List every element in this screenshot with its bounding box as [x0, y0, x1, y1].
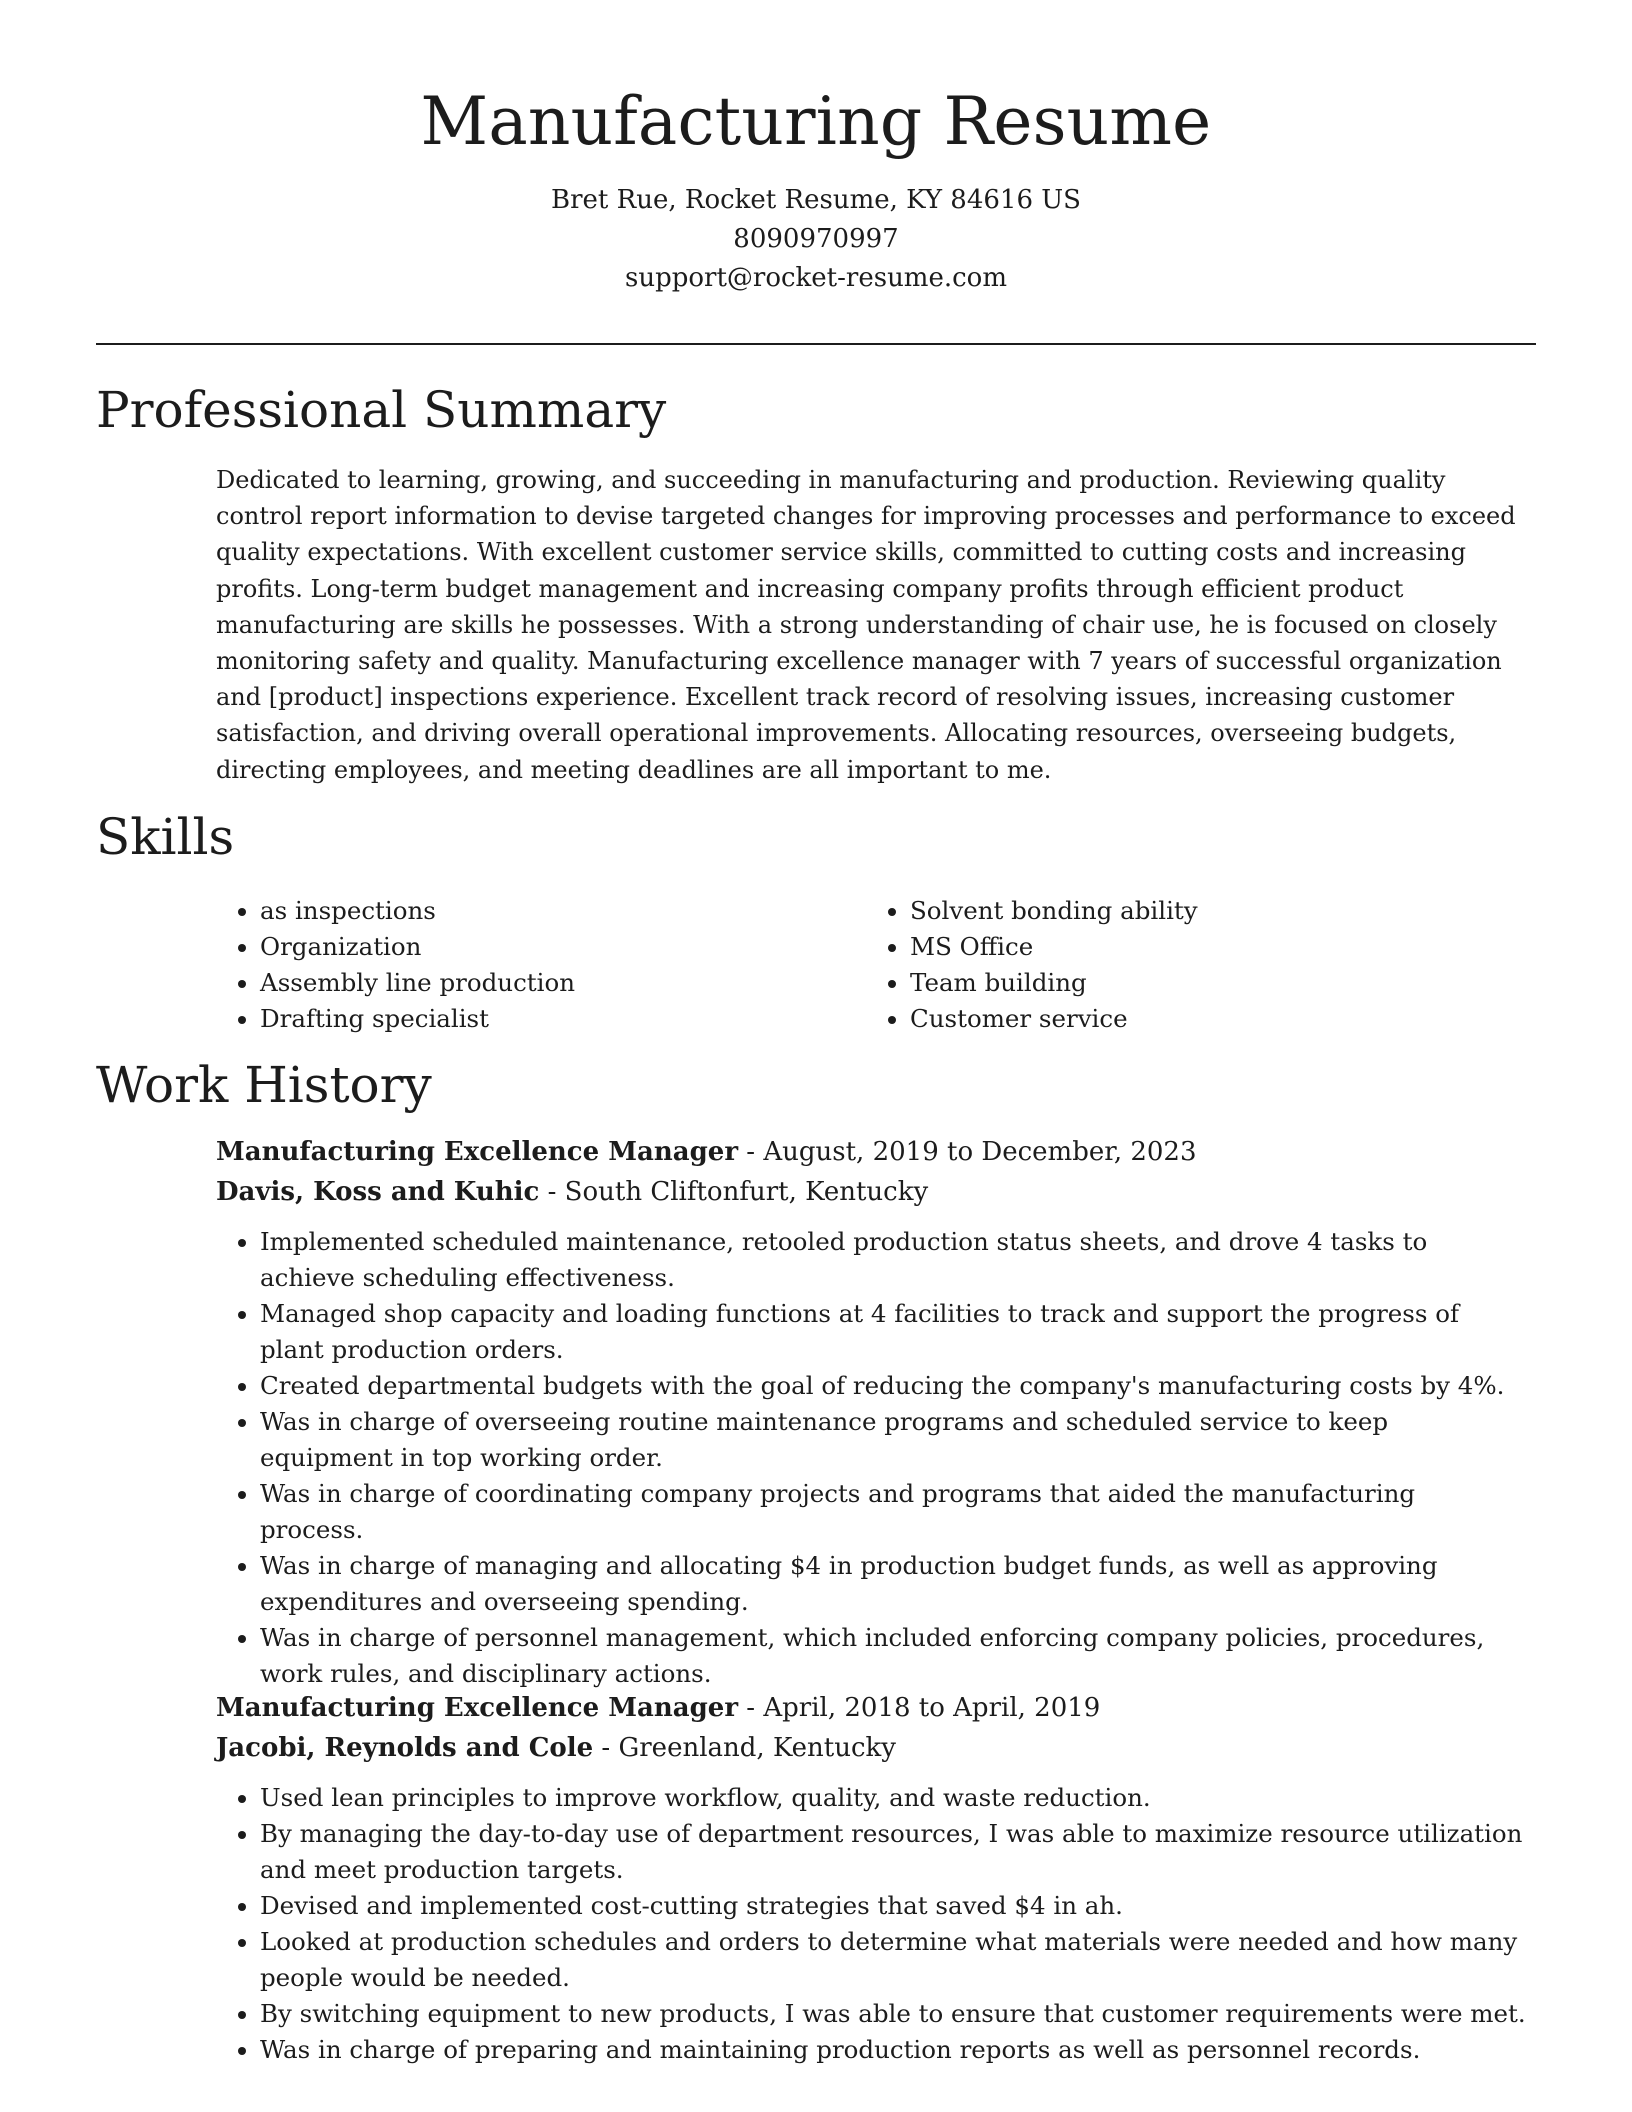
job-bullet: • Created departmental budgets with the goal of reducing the company's manufacturing costs by 4%.	[260, 1368, 1526, 1404]
job-bullet: • By managing the day-to-day use of department resources, I was able to maximize resource utilization and meet production targets.	[260, 1816, 1526, 1888]
job-bullet: • Used lean principles to improve workflow, quality, and waste reduction.	[260, 1780, 1526, 1816]
job-title: Manufacturing Excellence Manager	[216, 1693, 739, 1723]
skill-item: • Drafting specialist	[260, 1001, 866, 1037]
skill-item: • Assembly line production	[260, 965, 866, 1001]
job-dates: - August, 2019 to December, 2023	[738, 1137, 1197, 1167]
job-title-line	[216, 1132, 1526, 1172]
job-bullets	[216, 1224, 1526, 1692]
job-location: - Greenland, Kentucky	[593, 1733, 896, 1763]
skill-item: • Customer service	[910, 1001, 1516, 1037]
job-bullet: • Was in charge of overseeing routine maintenance programs and scheduled service to keep equipment in top working order.	[260, 1404, 1526, 1476]
job-location: - South Cliftonfurt, Kentucky	[539, 1177, 929, 1207]
job-bullet: • Was in charge of managing and allocating $4 in production budget funds, as well as approving expenditures and overseeing spending.	[260, 1548, 1526, 1620]
job-entry	[216, 1688, 1526, 2068]
contact-phone: 8090970997	[733, 224, 899, 255]
job-bullet: • Looked at production schedules and orders to determine what materials were needed and how many people would be needed.	[260, 1924, 1526, 1996]
job-company: Davis, Koss and Kuhic	[216, 1177, 540, 1207]
job-bullet: • Was in charge of personnel management, which included enforcing company policies, procedures, work rules, and disciplinary actions.	[260, 1620, 1526, 1692]
job-entry	[216, 1132, 1526, 1692]
skills-list	[216, 893, 1526, 1037]
job-bullet: • Was in charge of coordinating company projects and programs that aided the manufacturing process.	[260, 1476, 1526, 1548]
job-company: Jacobi, Reynolds and Cole	[216, 1733, 594, 1763]
skill-item: • Solvent bonding ability	[910, 893, 1516, 929]
job-title: Manufacturing Excellence Manager	[216, 1137, 739, 1167]
job-bullet: • Implemented scheduled maintenance, retooled production status sheets, and drove 4 tasks to achieve scheduling effectiveness.	[260, 1224, 1526, 1296]
header-divider	[96, 343, 1536, 345]
job-company-line	[216, 1728, 1526, 1768]
skill-item: • MS Office	[910, 929, 1516, 965]
skill-item: • as inspections	[260, 893, 866, 929]
job-title-line	[216, 1688, 1526, 1728]
contact-email: support@rocket-resume.com	[624, 263, 1007, 294]
job-bullet: • Was in charge of preparing and maintaining production reports as well as personnel records.	[260, 2032, 1526, 2068]
job-bullet: • By switching equipment to new products, I was able to ensure that customer requirements were met.	[260, 1996, 1526, 2032]
resume-header	[0, 82, 1632, 298]
job-bullets	[216, 1780, 1526, 2068]
job-dates: - April, 2018 to April, 2019	[738, 1693, 1101, 1723]
job-bullet: • Devised and implemented cost-cutting strategies that saved $4 in ah.	[260, 1888, 1526, 1924]
resume-title: Manufacturing Resume	[420, 83, 1212, 160]
skills-column-left	[216, 893, 866, 1037]
job-bullet: • Managed shop capacity and loading functions at 4 facilities to track and support the progress of plant production orders.	[260, 1296, 1526, 1368]
work-history-heading: Work History	[96, 1056, 432, 1114]
contact-address: Bret Rue, Rocket Resume, KY 84616 US	[551, 185, 1081, 216]
skills-column-right	[866, 893, 1516, 1037]
job-company-line	[216, 1172, 1526, 1212]
skill-item: • Team building	[910, 965, 1516, 1001]
skill-item: • Organization	[260, 929, 866, 965]
skills-heading: Skills	[96, 808, 235, 866]
summary-heading: Professional Summary	[96, 381, 667, 439]
summary-text: Dedicated to learning, growing, and succeeding in manufacturing and production. Reviewing quality control report information to devise targeted changes for improving processes and performance to exceed quality expectations. With excellent customer service skills, committed to cutting costs and increasing profits. Long-term budget management and increasing company profits through efficient product manufacturing are skills he possesses. With a strong understanding of chair use, he is focused on closely monitoring safety and quality. Manufacturing excellence manager with 7 years of successful organization and [product] inspections experience. Excellent track record of resolving issues, increasing customer satisfaction, and driving overall operational improvements. Allocating resources, overseeing budgets, directing employees, and meeting deadlines are all important to me.	[216, 466, 1516, 784]
